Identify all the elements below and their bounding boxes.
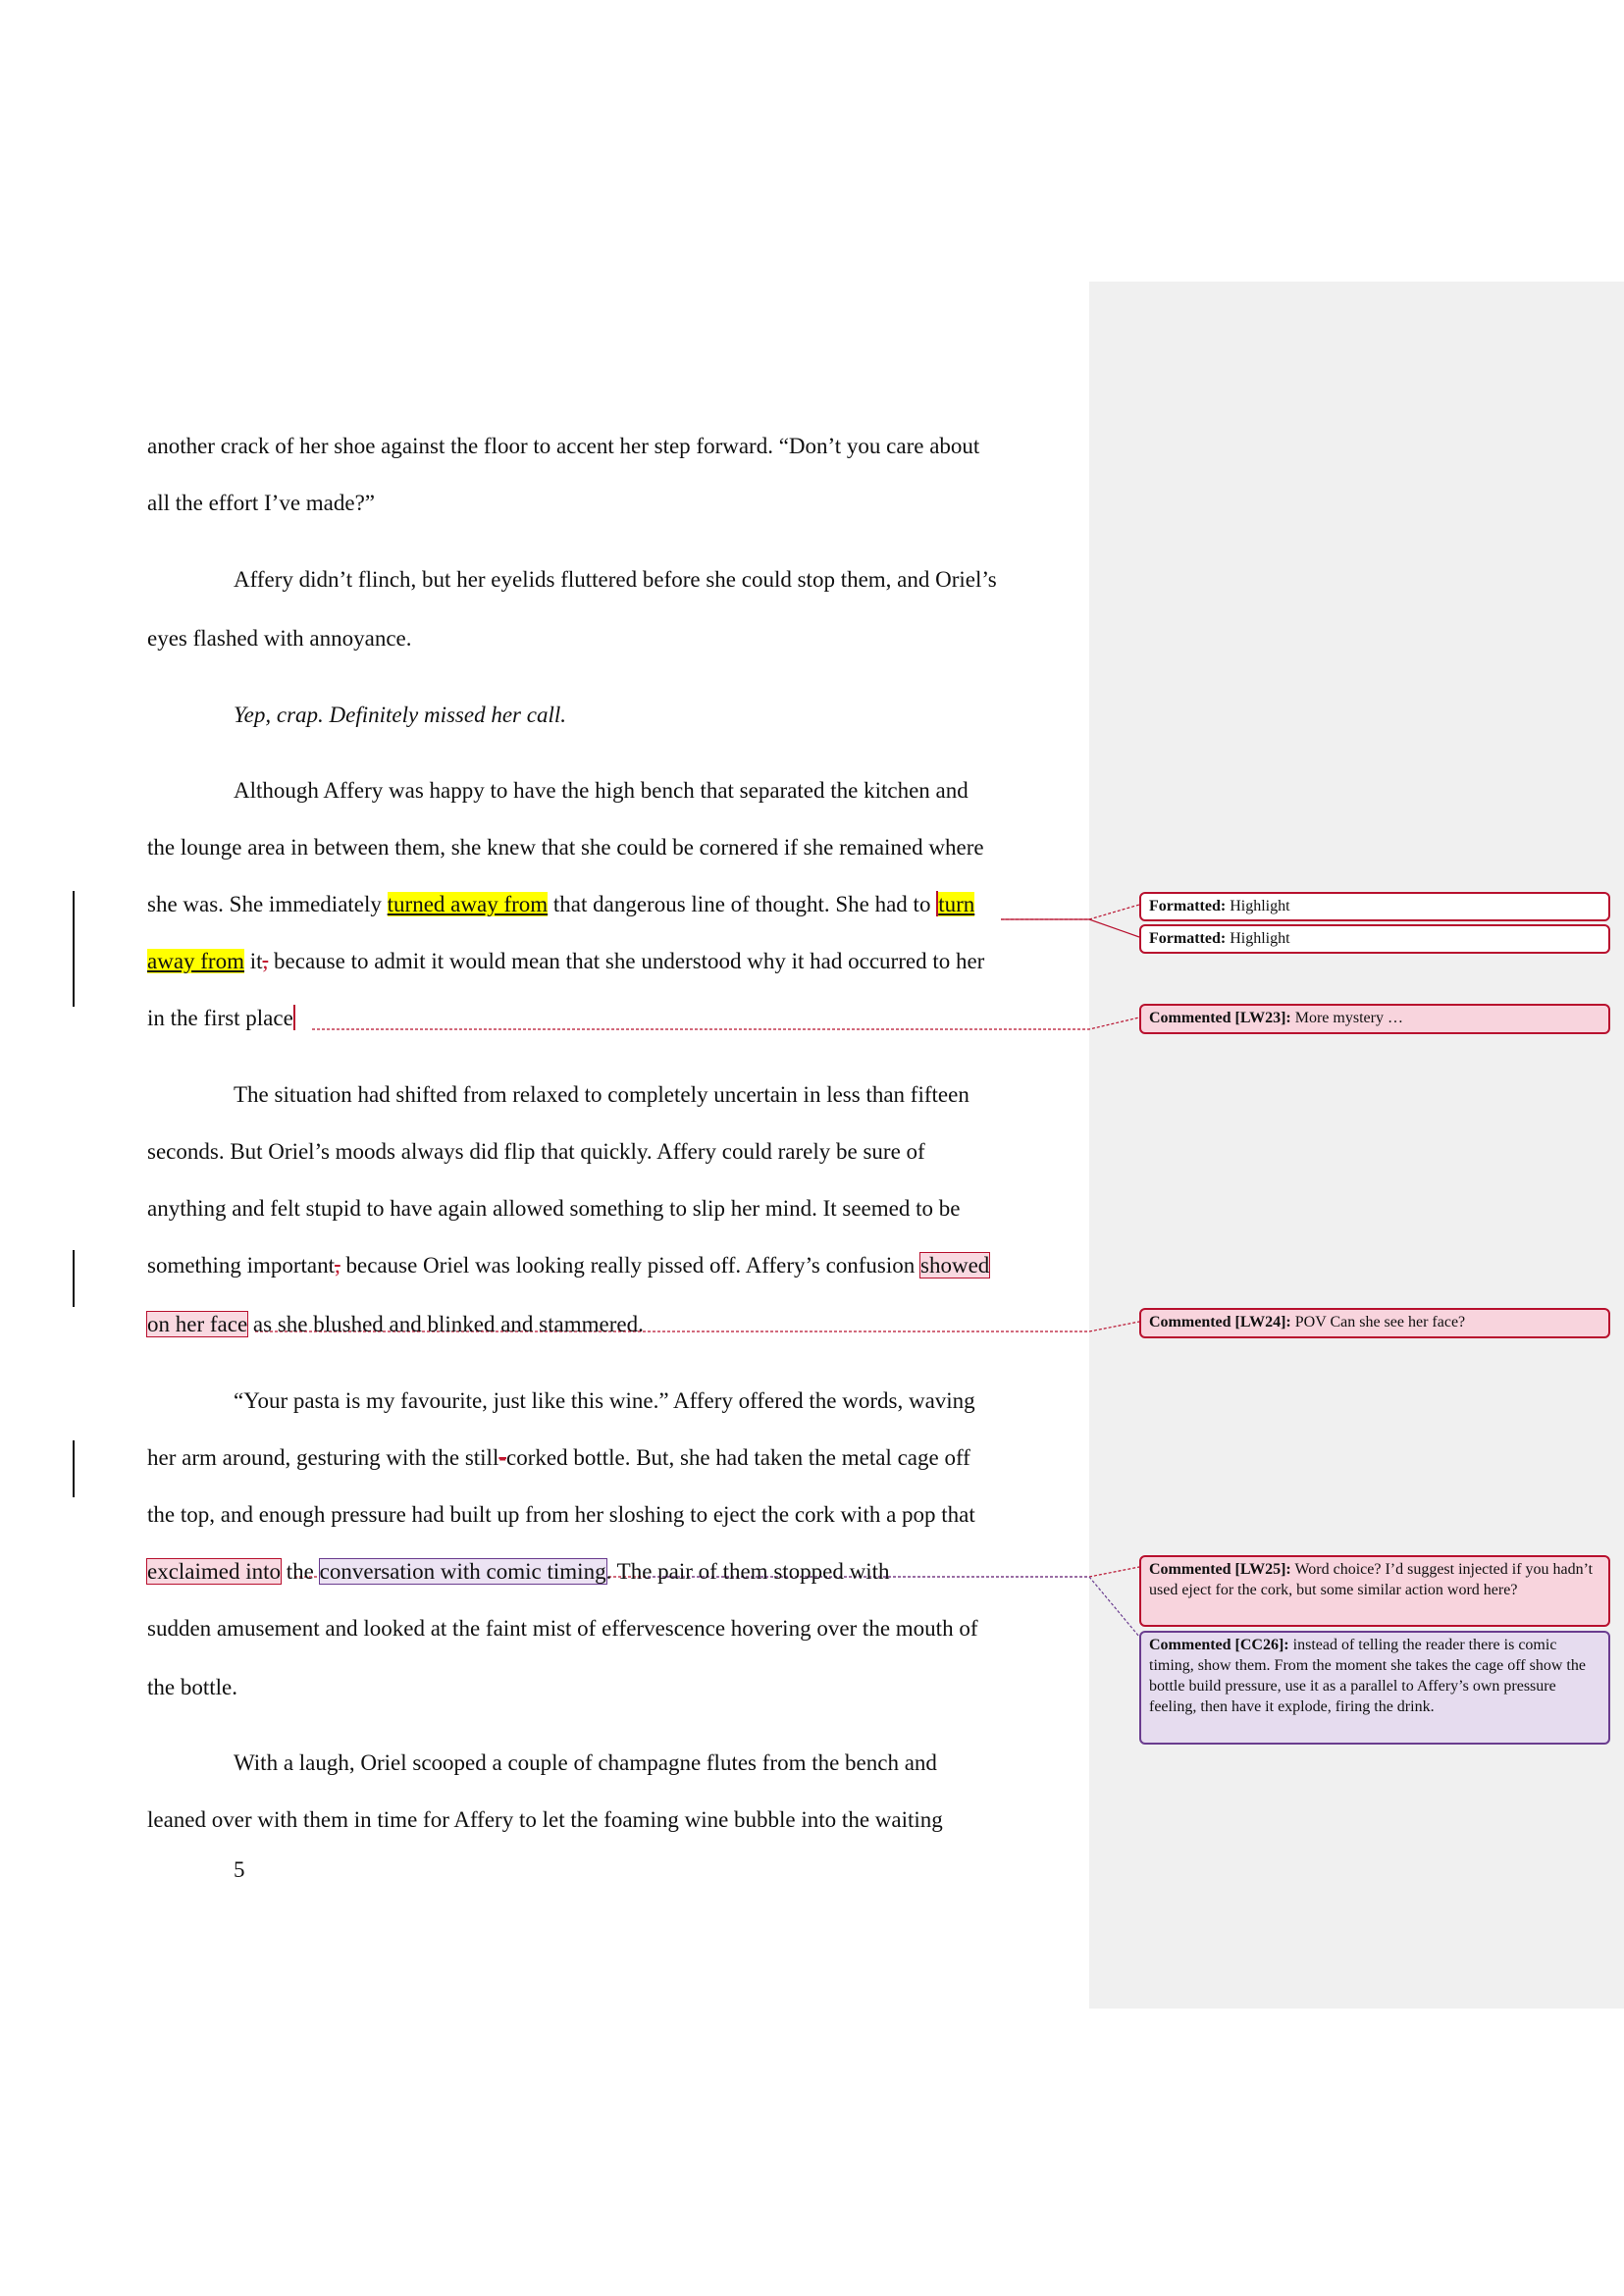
text-line	[147, 1443, 970, 1473]
balloon-label: Commented [LW24]:	[1149, 1314, 1291, 1331]
text-line	[147, 1557, 890, 1587]
text-run: that dangerous line of thought. She had to	[548, 892, 937, 916]
deleted-text: ,	[335, 1253, 341, 1278]
text-line: Although Affery was happy to have the high bench that separated the kitchen and	[234, 778, 969, 803]
balloon-text: Highlight	[1226, 930, 1290, 947]
text-line	[147, 890, 974, 919]
balloon-label: Commented [CC26]:	[1149, 1637, 1289, 1653]
text-line	[147, 1251, 989, 1280]
text-line: eyes flashed with annoyance.	[147, 626, 412, 651]
text-line: sudden amusement and looked at the faint mist of effervescence hovering over the mouth of	[147, 1616, 978, 1641]
text-line: Affery didn’t flinch, but her eyelids fluttered before she could stop them, and Oriel’s	[234, 567, 997, 592]
deleted-text: ,	[262, 949, 269, 973]
highlighted-text: away from	[147, 949, 244, 973]
text-line: seconds. But Oriel’s moods always did flip that quickly. Affery could rarely be sure of	[147, 1139, 925, 1164]
text-run: . The pair of them stopped with	[605, 1559, 890, 1584]
markup-pane	[1089, 282, 1624, 2009]
text-line	[147, 1310, 644, 1339]
commented-text[interactable]: conversation with comic timing	[319, 1559, 606, 1584]
comment-balloon[interactable]	[1139, 1004, 1610, 1034]
commented-text[interactable]: showed	[920, 1253, 990, 1278]
balloon-text: More mystery …	[1290, 1010, 1403, 1026]
text-run: it	[244, 949, 263, 973]
balloon-text: Word choice? I’d suggest injected if you hadn’t used eject for the cork, but some similar action word here?	[1149, 1561, 1594, 1598]
text-line: the lounge area in between them, she knew that she could be cornered if she remained where	[147, 835, 984, 860]
text-line: leaned over with them in time for Affery to let the foaming wine bubble into the waiting	[147, 1807, 943, 1832]
text-line: another crack of her shoe against the floor to accent her step forward. “Don’t you care about	[147, 434, 980, 458]
change-bar	[73, 891, 75, 1007]
comment-balloon[interactable]	[1139, 1631, 1610, 1745]
text-run: she was. She immediately	[147, 892, 388, 916]
text-line: all the effort I’ve made?”	[147, 491, 375, 515]
change-bar	[73, 1440, 75, 1497]
balloon-label: Formatted:	[1149, 930, 1227, 947]
text-line-italic: Yep, crap. Definitely missed her call.	[234, 703, 566, 727]
balloon-text: POV Can she see her face?	[1290, 1314, 1466, 1331]
change-bar	[73, 1250, 75, 1307]
text-run: in the first place	[147, 1006, 293, 1030]
text-run: the	[281, 1559, 320, 1584]
text-line: the bottle.	[147, 1675, 237, 1699]
comment-balloon[interactable]	[1139, 1308, 1610, 1338]
balloon-text: Highlight	[1226, 898, 1290, 914]
highlighted-text: turned away from	[387, 892, 549, 916]
page-number: 5	[234, 1857, 245, 1882]
text-line: the top, and enough pressure had built up from her sloshing to eject the cork with a pop that	[147, 1502, 975, 1527]
commented-text[interactable]: exclaimed into	[147, 1559, 282, 1584]
balloon-text: instead of telling the reader there is comic timing, show them. From the moment she takes the cage off show the bottle build pressure, use it as a parallel to Affery’s own pressure feeling, then have it explode, firing the drink.	[1149, 1637, 1586, 1715]
balloon-label: Commented [LW23]:	[1149, 1010, 1291, 1026]
comment-balloon[interactable]	[1139, 1555, 1610, 1627]
comment-anchor[interactable]	[293, 1005, 295, 1030]
highlighted-text: turn	[938, 892, 975, 916]
commented-text[interactable]: on her face	[147, 1312, 248, 1336]
text-run: as she blushed and blinked and stammered.	[247, 1312, 644, 1336]
deleted-text: -	[498, 1445, 507, 1470]
text-run: her arm around, gesturing with the still	[147, 1445, 499, 1470]
balloon-label: Commented [LW25]:	[1149, 1561, 1291, 1578]
text-line: The situation had shifted from relaxed to completely uncertain in less than fifteen	[234, 1082, 969, 1107]
text-line	[147, 1004, 295, 1033]
format-balloon[interactable]	[1139, 924, 1610, 954]
text-run: because Oriel was looking really pissed off. Affery’s confusion	[340, 1253, 921, 1278]
text-line	[147, 947, 984, 976]
balloon-label: Formatted:	[1149, 898, 1227, 914]
text-line: anything and felt stupid to have again allowed something to slip her mind. It seemed to be	[147, 1196, 961, 1221]
text-run: corked bottle. But, she had taken the metal cage off	[506, 1445, 970, 1470]
text-run: something important	[147, 1253, 336, 1278]
text-line: With a laugh, Oriel scooped a couple of champagne flutes from the bench and	[234, 1750, 937, 1775]
text-line: “Your pasta is my favourite, just like this wine.” Affery offered the words, waving	[234, 1388, 975, 1413]
format-balloon[interactable]	[1139, 892, 1610, 921]
text-run: because to admit it would mean that she understood why it had occurred to her	[268, 949, 985, 973]
